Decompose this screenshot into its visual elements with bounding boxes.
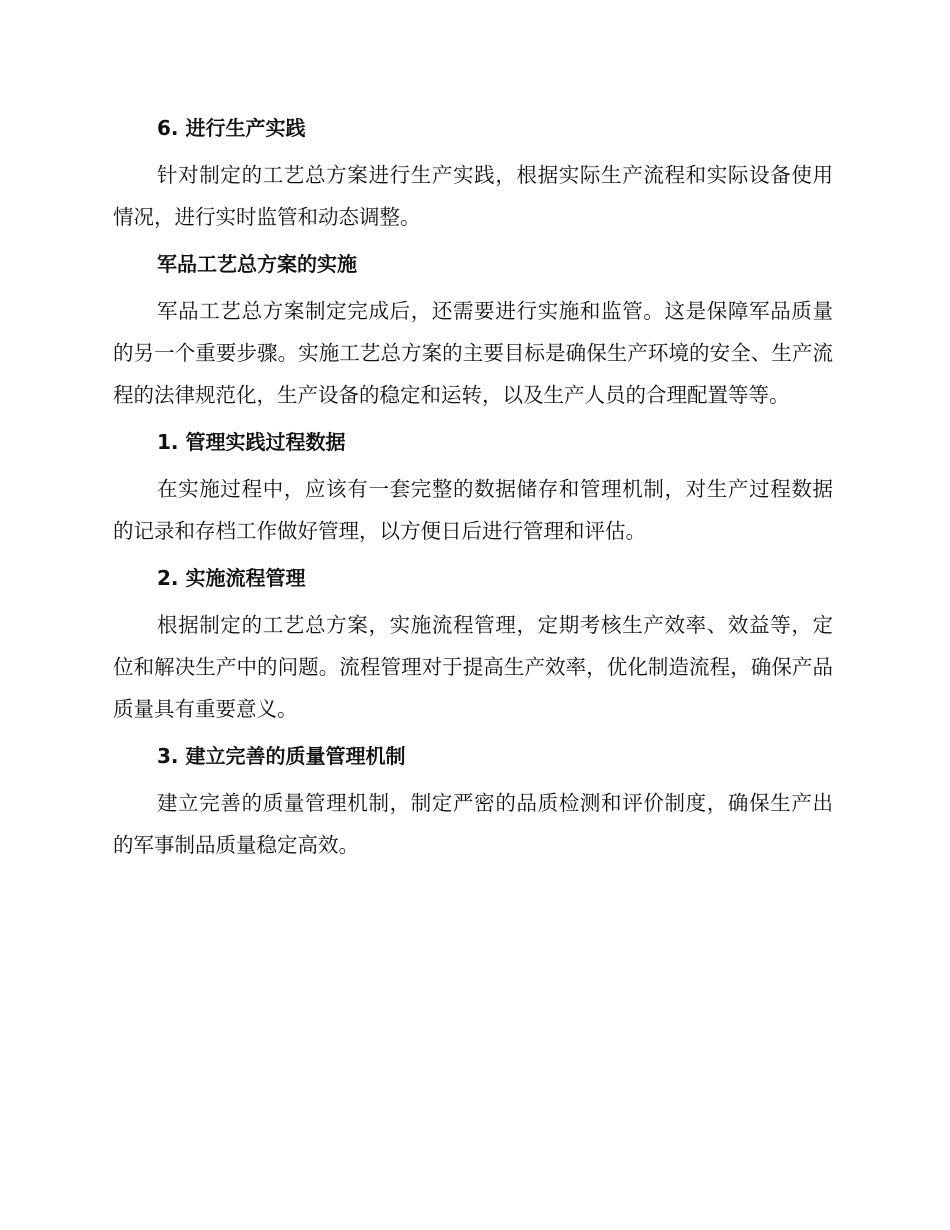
- paragraph-process-management: 根据制定的工艺总方案，实施流程管理，定期考核生产效率、效益等，定位和解决生产中的问题。流程管理对于提高生产效率，优化制造流程，确保产品质量具有重要意义。: [113, 613, 833, 721]
- paragraph-practice: 针对制定的工艺总方案进行生产实践，根据实际生产流程和实际设备使用情况，进行实时监管和动态调整。: [113, 163, 833, 229]
- paragraph-implementation: 军品工艺总方案制定完成后，还需要进行实施和监管。这是保障军品质量的另一个重要步骤。实施工艺总方案的主要目标是确保生产环境的安全、生产流程的法律规范化，生产设备的稳定和运转，以及生产人员的合理配置等等。: [113, 299, 833, 407]
- section-heading-implementation: 军品工艺总方案的实施: [157, 252, 357, 276]
- section-heading-process-management: 2. 实施流程管理: [157, 566, 306, 590]
- document-page: [113, 108, 833, 872]
- paragraph-data-management: 在实施过程中，应该有一套完整的数据储存和管理机制，对生产过程数据的记录和存档工作做好管理，以方便日后进行管理和评估。: [113, 477, 833, 543]
- section-heading-data-management: 1. 管理实践过程数据: [157, 430, 346, 454]
- section-heading-quality-mechanism: 3. 建立完善的质量管理机制: [157, 744, 406, 768]
- section-heading-practice: 6. 进行生产实践: [157, 116, 306, 140]
- paragraph-quality-mechanism: 建立完善的质量管理机制，制定严密的品质检测和评价制度，确保生产出的军事制品质量稳定高效。: [113, 791, 833, 857]
